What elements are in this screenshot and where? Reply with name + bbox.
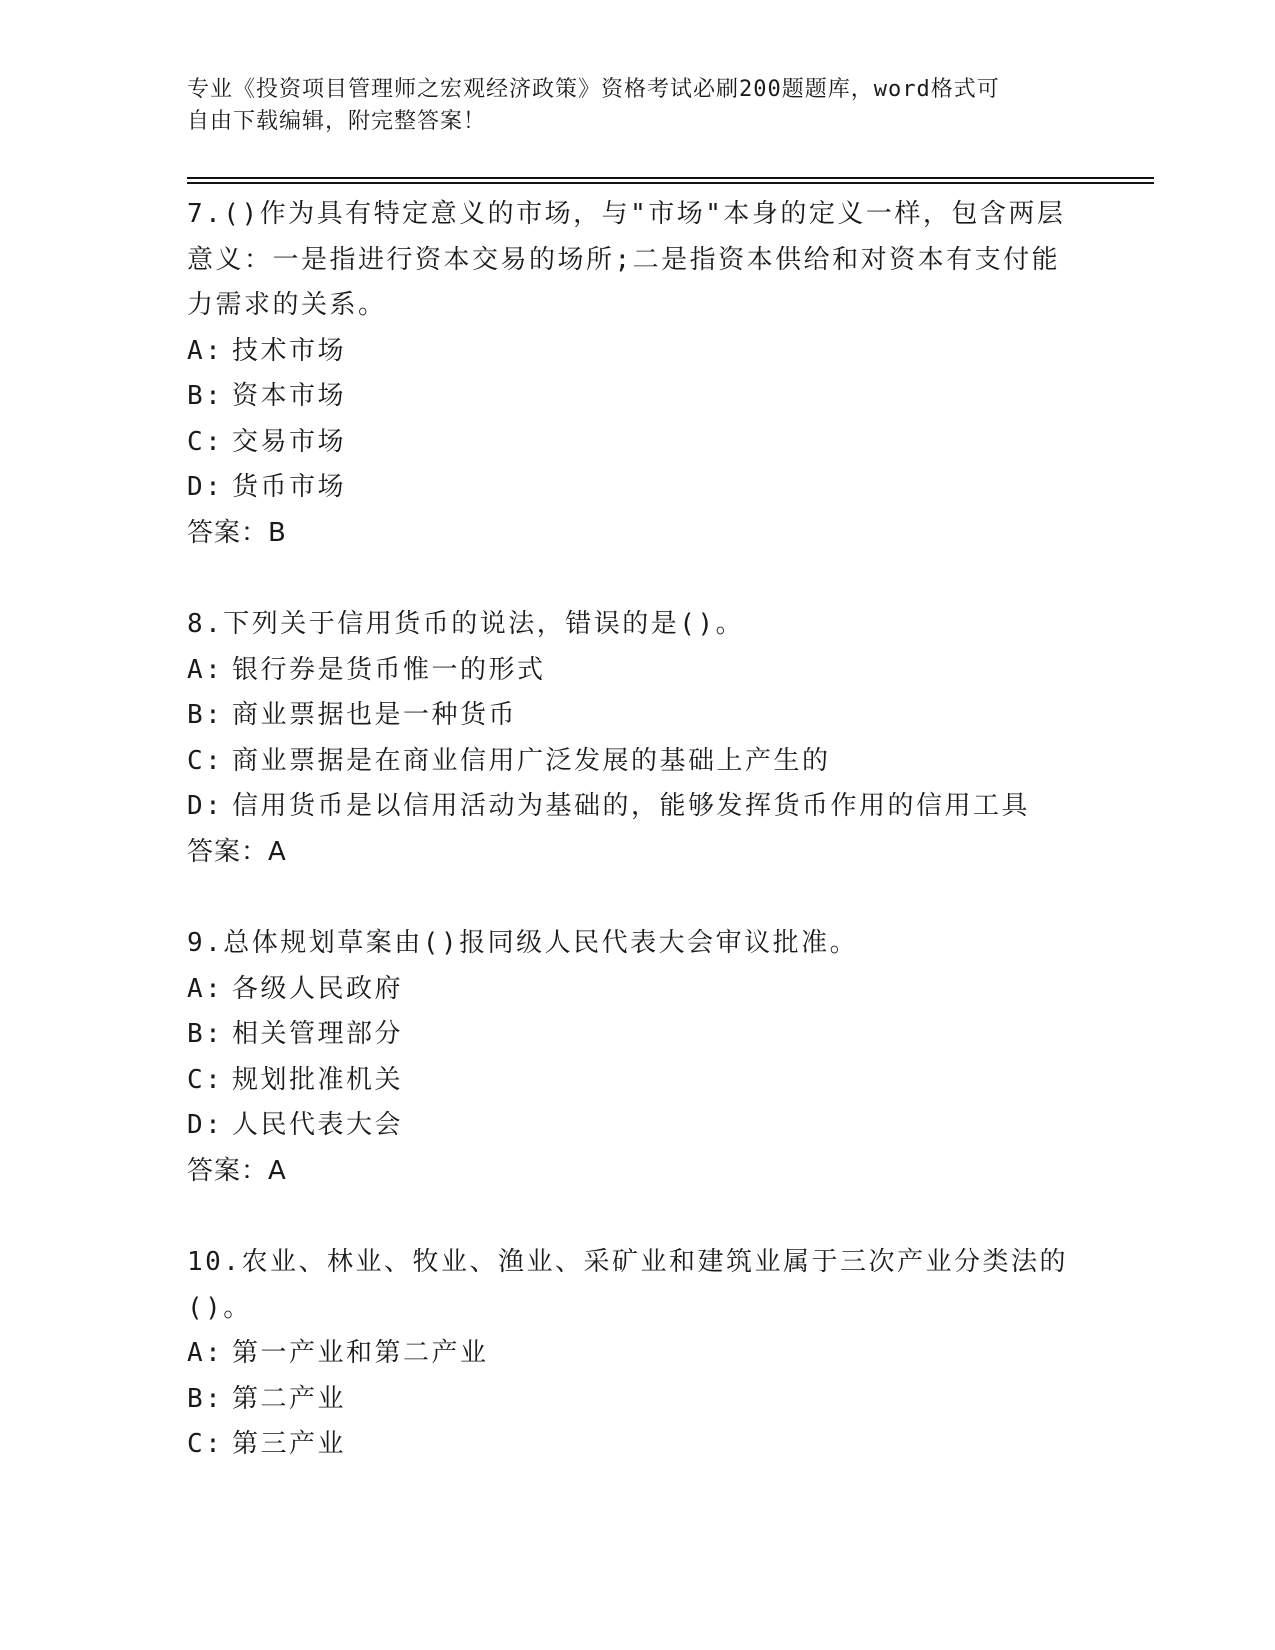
option-text: 信用货币是以信用活动为基础的，能够发挥货币作用的信用工具	[232, 791, 1031, 821]
question-text-line: 8.下列关于信用货币的说法，错误的是()。	[187, 609, 745, 639]
option-text: 人民代表大会	[232, 1110, 404, 1140]
question-text-line: ()。	[187, 1292, 252, 1323]
option-b	[187, 1377, 1087, 1423]
answer-line: 答案：B	[187, 517, 287, 548]
option-text: 规划批准机关	[232, 1064, 404, 1095]
option-letter: C:	[187, 1429, 224, 1459]
option-text: 第三产业	[232, 1429, 347, 1459]
question-spacer	[187, 875, 1087, 921]
option-c	[187, 739, 1087, 785]
option-text: 第二产业	[232, 1383, 347, 1414]
question-text-line: 9.总体规划草案由()报同级人民代表大会审议批准。	[187, 928, 859, 958]
option-a	[187, 1331, 1087, 1377]
option-text: 各级人民政府	[232, 973, 404, 1004]
option-text: 相关管理部分	[232, 1019, 404, 1049]
option-letter: B:	[187, 381, 224, 411]
option-b	[187, 374, 1087, 420]
option-text: 货币市场	[232, 472, 347, 502]
document-header	[187, 74, 1067, 138]
question-7	[187, 192, 1087, 556]
option-c	[187, 420, 1087, 466]
option-letter: A:	[187, 335, 224, 366]
question-9	[187, 921, 1087, 1194]
question-spacer	[187, 556, 1087, 602]
header-rule-top	[187, 177, 1154, 179]
question-text-line: 10.农业、林业、牧业、渔业、采矿业和建筑业属于三次产业分类法的	[187, 1247, 1068, 1277]
option-text: 技术市场	[232, 335, 347, 366]
option-text: 资本市场	[232, 381, 347, 411]
option-letter: A:	[187, 654, 224, 685]
option-letter: C:	[187, 426, 224, 457]
option-b	[187, 1012, 1087, 1058]
option-d	[187, 1103, 1087, 1149]
question-8	[187, 602, 1087, 875]
header-line-2: 自由下载编辑，附完整答案！	[187, 109, 487, 134]
option-letter: B:	[187, 700, 224, 730]
option-letter: C:	[187, 745, 224, 776]
option-c	[187, 1058, 1087, 1104]
option-letter: B:	[187, 1383, 224, 1414]
option-b	[187, 693, 1087, 739]
option-d	[187, 784, 1087, 830]
question-text-line: 7.()作为具有特定意义的市场，与"市场"本身的定义一样，包含两层	[187, 199, 1066, 229]
option-text: 商业票据是在商业信用广泛发展的基础上产生的	[232, 745, 831, 776]
header-rule-bottom	[187, 182, 1154, 184]
question-list	[187, 192, 1087, 1468]
header-line-1: 专业《投资项目管理师之宏观经济政策》资格考试必刷200题题库，word格式可	[187, 77, 1000, 102]
option-letter: D:	[187, 791, 224, 821]
question-text-line: 力需求的关系。	[187, 290, 387, 320]
question-text-line: 意义：一是指进行资本交易的场所;二是指资本供给和对资本有支付能	[187, 244, 1061, 275]
option-a	[187, 648, 1087, 694]
option-letter: A:	[187, 1338, 224, 1368]
option-letter: C:	[187, 1064, 224, 1095]
option-text: 交易市场	[232, 426, 347, 457]
option-a	[187, 967, 1087, 1013]
answer-line: 答案：A	[187, 836, 287, 867]
option-text: 商业票据也是一种货币	[232, 700, 518, 730]
option-text: 银行券是货币惟一的形式	[232, 654, 546, 685]
option-c	[187, 1422, 1087, 1468]
option-d	[187, 465, 1087, 511]
option-letter: D:	[187, 1110, 224, 1140]
option-letter: D:	[187, 472, 224, 502]
answer-line: 答案：A	[187, 1155, 287, 1186]
question-spacer	[187, 1194, 1087, 1240]
question-10	[187, 1240, 1087, 1468]
option-text: 第一产业和第二产业	[232, 1338, 489, 1368]
option-letter: B:	[187, 1019, 224, 1049]
option-a	[187, 329, 1087, 375]
option-letter: A:	[187, 973, 224, 1004]
